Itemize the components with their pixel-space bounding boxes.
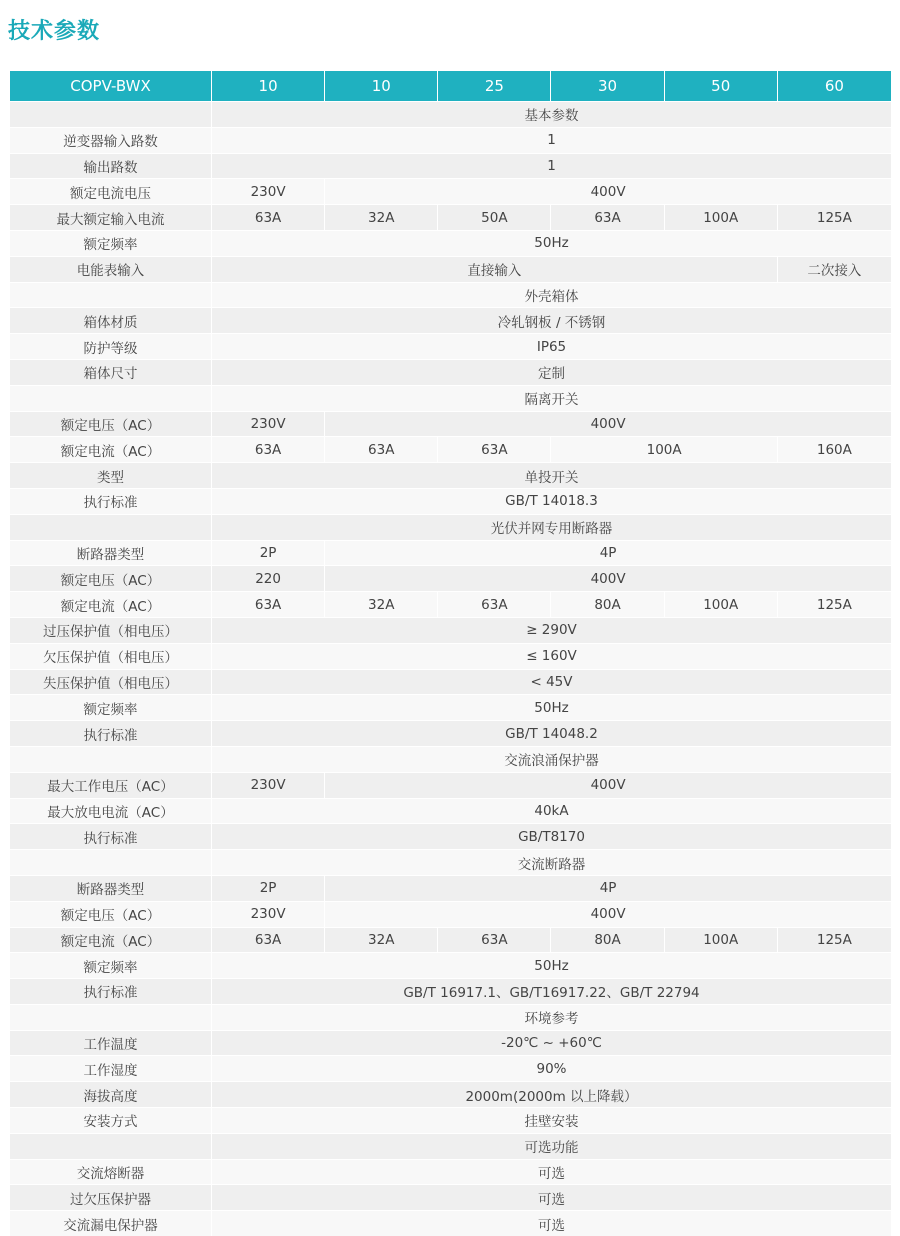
table-cell: 80A xyxy=(551,927,664,953)
row-label: 额定电压（AC） xyxy=(10,411,212,437)
table-cell: 可选 xyxy=(212,1159,891,1185)
row-label: 执行标准 xyxy=(10,720,212,746)
row-label: 海拔高度 xyxy=(10,1081,212,1107)
table-cell: 单投开关 xyxy=(212,462,891,488)
table-cell: 2P xyxy=(212,540,325,566)
table-cell: 1 xyxy=(212,127,891,153)
section-heading: 环境参考 xyxy=(212,1004,891,1030)
section-label-empty xyxy=(10,514,212,540)
table-row xyxy=(10,952,891,978)
table-cell: 4P xyxy=(325,540,891,566)
header-col-5: 50 xyxy=(665,71,778,101)
table-row xyxy=(10,1055,891,1081)
table-cell: 400V xyxy=(325,772,891,798)
table-row xyxy=(10,1184,891,1210)
table-cell: 80A xyxy=(551,591,664,617)
row-label: 交流漏电保护器 xyxy=(10,1210,212,1236)
table-row xyxy=(10,823,891,849)
table-cell: 32A xyxy=(325,204,438,230)
table-row xyxy=(10,178,891,204)
section-row xyxy=(10,746,891,772)
section-label-empty xyxy=(10,746,212,772)
row-label: 类型 xyxy=(10,462,212,488)
row-label: 工作温度 xyxy=(10,1030,212,1056)
table-row xyxy=(10,1210,891,1236)
table-cell: 可选 xyxy=(212,1210,891,1236)
row-label: 交流熔断器 xyxy=(10,1159,212,1185)
table-row xyxy=(10,436,891,462)
row-label: 执行标准 xyxy=(10,823,212,849)
row-label: 额定频率 xyxy=(10,952,212,978)
table-cell: 挂壁安装 xyxy=(212,1107,891,1133)
row-label: 电能表输入 xyxy=(10,256,212,282)
row-label: 额定电压（AC） xyxy=(10,565,212,591)
table-cell: ≥ 290V xyxy=(212,617,891,643)
table-cell: < 45V xyxy=(212,669,891,695)
row-label: 安装方式 xyxy=(10,1107,212,1133)
table-row xyxy=(10,307,891,333)
table-cell: 220 xyxy=(212,565,325,591)
row-label: 输出路数 xyxy=(10,153,212,179)
table-row xyxy=(10,1081,891,1107)
row-label: 过压保护值（相电压） xyxy=(10,617,212,643)
row-label: 额定电流电压 xyxy=(10,178,212,204)
table-cell: -20℃ ~ +60℃ xyxy=(212,1030,891,1056)
table-row xyxy=(10,1030,891,1056)
section-heading: 交流浪涌保护器 xyxy=(212,746,891,772)
spec-table xyxy=(10,71,891,1236)
header-col-3: 25 xyxy=(438,71,551,101)
table-row xyxy=(10,565,891,591)
table-cell: 90% xyxy=(212,1055,891,1081)
table-row xyxy=(10,540,891,566)
table-cell: 125A xyxy=(778,927,891,953)
section-heading: 外壳箱体 xyxy=(212,282,891,308)
row-label: 额定电流（AC） xyxy=(10,927,212,953)
section-label-empty xyxy=(10,849,212,875)
table-cell: GB/T 16917.1、GB/T16917.22、GB/T 22794 xyxy=(212,978,891,1004)
table-row xyxy=(10,333,891,359)
row-label: 失压保护值（相电压） xyxy=(10,669,212,695)
table-cell: 160A xyxy=(778,436,891,462)
table-row xyxy=(10,643,891,669)
row-label: 过欠压保护器 xyxy=(10,1184,212,1210)
table-row xyxy=(10,720,891,746)
table-cell: 32A xyxy=(325,591,438,617)
row-label: 断路器类型 xyxy=(10,875,212,901)
table-cell: 63A xyxy=(438,927,551,953)
table-cell: 63A xyxy=(212,591,325,617)
header-col-4: 30 xyxy=(551,71,664,101)
row-label: 逆变器输入路数 xyxy=(10,127,212,153)
table-cell: 冷轧钢板 / 不锈钢 xyxy=(212,307,891,333)
table-cell: GB/T8170 xyxy=(212,823,891,849)
table-cell: 直接输入 xyxy=(212,256,778,282)
section-label-empty xyxy=(10,101,212,127)
table-cell: 63A xyxy=(438,591,551,617)
section-label-empty xyxy=(10,385,212,411)
row-label: 最大工作电压（AC） xyxy=(10,772,212,798)
table-cell: 230V xyxy=(212,901,325,927)
table-cell: IP65 xyxy=(212,333,891,359)
page-title: 技术参数 xyxy=(8,19,101,44)
table-cell: 定制 xyxy=(212,359,891,385)
row-label: 最大放电电流（AC） xyxy=(10,798,212,824)
table-row xyxy=(10,772,891,798)
section-row xyxy=(10,514,891,540)
header-col-1: 10 xyxy=(212,71,325,101)
table-cell: 二次接入 xyxy=(778,256,891,282)
row-label: 额定电流（AC） xyxy=(10,591,212,617)
table-row xyxy=(10,617,891,643)
row-label: 防护等级 xyxy=(10,333,212,359)
row-label: 欠压保护值（相电压） xyxy=(10,643,212,669)
row-label: 箱体材质 xyxy=(10,307,212,333)
section-heading: 隔离开关 xyxy=(212,385,891,411)
table-cell: 4P xyxy=(325,875,891,901)
table-cell: 400V xyxy=(325,901,891,927)
section-row xyxy=(10,282,891,308)
table-cell: 63A xyxy=(438,436,551,462)
table-cell: 2000m(2000m 以上降载） xyxy=(212,1081,891,1107)
table-cell: 50A xyxy=(438,204,551,230)
table-header-row xyxy=(10,71,891,101)
table-row xyxy=(10,411,891,437)
table-cell: GB/T 14018.3 xyxy=(212,488,891,514)
section-heading: 光伏并网专用断路器 xyxy=(212,514,891,540)
table-cell: 50Hz xyxy=(212,952,891,978)
table-cell: 可选 xyxy=(212,1184,891,1210)
table-cell: 230V xyxy=(212,411,325,437)
table-row xyxy=(10,256,891,282)
table-row xyxy=(10,359,891,385)
table-cell: 32A xyxy=(325,927,438,953)
table-row xyxy=(10,901,891,927)
section-row xyxy=(10,1133,891,1159)
table-cell: 100A xyxy=(551,436,777,462)
table-cell: 63A xyxy=(212,927,325,953)
table-row xyxy=(10,669,891,695)
table-body xyxy=(10,101,891,1236)
table-cell: 63A xyxy=(212,204,325,230)
table-row xyxy=(10,230,891,256)
row-label: 箱体尺寸 xyxy=(10,359,212,385)
table-cell: ≤ 160V xyxy=(212,643,891,669)
table-row xyxy=(10,488,891,514)
section-row xyxy=(10,1004,891,1030)
table-cell: 2P xyxy=(212,875,325,901)
table-row xyxy=(10,153,891,179)
table-cell: 125A xyxy=(778,204,891,230)
section-label-empty xyxy=(10,1133,212,1159)
row-label: 执行标准 xyxy=(10,488,212,514)
table-cell: 100A xyxy=(665,204,778,230)
table-cell: 50Hz xyxy=(212,230,891,256)
row-label: 额定电流（AC） xyxy=(10,436,212,462)
section-row xyxy=(10,385,891,411)
table-row xyxy=(10,127,891,153)
row-label: 额定电压（AC） xyxy=(10,901,212,927)
table-cell: 63A xyxy=(212,436,325,462)
table-cell: 230V xyxy=(212,772,325,798)
section-label-empty xyxy=(10,1004,212,1030)
table-row xyxy=(10,978,891,1004)
table-row xyxy=(10,875,891,901)
table-row xyxy=(10,204,891,230)
row-label: 执行标准 xyxy=(10,978,212,1004)
table-cell: 100A xyxy=(665,591,778,617)
section-heading: 交流断路器 xyxy=(212,849,891,875)
section-heading: 基本参数 xyxy=(212,101,891,127)
table-cell: 100A xyxy=(665,927,778,953)
table-row xyxy=(10,1159,891,1185)
table-cell: 400V xyxy=(325,565,891,591)
header-col-6: 60 xyxy=(778,71,891,101)
row-label: 最大额定输入电流 xyxy=(10,204,212,230)
table-cell: 125A xyxy=(778,591,891,617)
table-row xyxy=(10,1107,891,1133)
table-row xyxy=(10,694,891,720)
row-label: 额定频率 xyxy=(10,694,212,720)
table-cell: 40kA xyxy=(212,798,891,824)
header-col-2: 10 xyxy=(325,71,438,101)
table-cell: 63A xyxy=(551,204,664,230)
table-cell: GB/T 14048.2 xyxy=(212,720,891,746)
table-row xyxy=(10,591,891,617)
table-row xyxy=(10,462,891,488)
table-cell: 63A xyxy=(325,436,438,462)
row-label: 额定频率 xyxy=(10,230,212,256)
section-row xyxy=(10,849,891,875)
table-cell: 50Hz xyxy=(212,694,891,720)
table-cell: 1 xyxy=(212,153,891,179)
header-model: COPV-BWX xyxy=(10,71,212,101)
section-row xyxy=(10,101,891,127)
table-row xyxy=(10,927,891,953)
table-cell: 230V xyxy=(212,178,325,204)
row-label: 断路器类型 xyxy=(10,540,212,566)
section-heading: 可选功能 xyxy=(212,1133,891,1159)
table-row xyxy=(10,798,891,824)
section-label-empty xyxy=(10,282,212,308)
table-cell: 400V xyxy=(325,178,891,204)
row-label: 工作湿度 xyxy=(10,1055,212,1081)
table-cell: 400V xyxy=(325,411,891,437)
